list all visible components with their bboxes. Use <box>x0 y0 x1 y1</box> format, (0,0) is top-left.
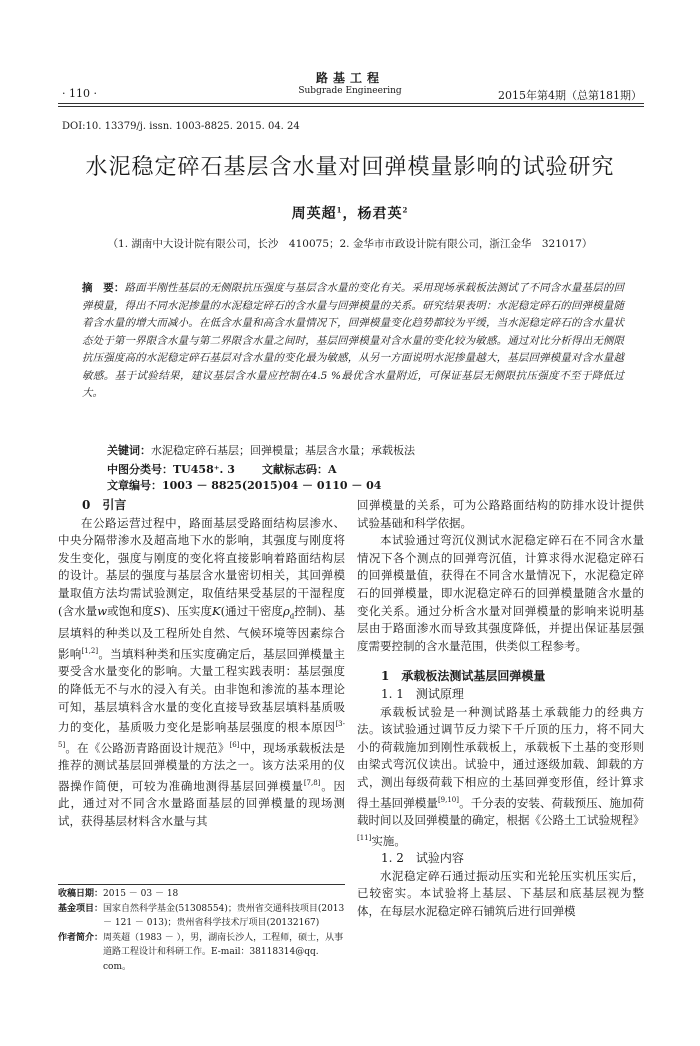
text-run: 或饱和度 <box>107 603 154 618</box>
subsection-heading-1-1: 1. 1 测试原理 <box>381 686 464 701</box>
keywords-text: 水泥稳定碎石基层；回弹模量；基层含水量；承载板法 <box>151 444 415 457</box>
text-run: 承载板试验是一种测试路基土承载能力的经典方法。该试验通过调节反力梁下千斤顶的压力，将不同大小的荷载施加到刚性承载板上，承载板下土基的变形则由梁式弯沉仪读出。试验中，通过逐级加载、卸载的方式，测出每级荷载下相应的土基回弹变形值，经计算求得土基回弹模量 <box>357 704 644 810</box>
abstract-text: 路面半刚性基层的无侧限抗压强度与基层含水量的变化有关。采用现场承载板法测试了不同含水量基层的回弹模量，得出不同水泥掺量的水泥稳定碎石的含水量与回弹模量的关系。研究结果表明：水泥稳定碎石的回弹模量随着含水量的增大而减小。在低含水量和高含水量情况下，回弹模量变化趋势都较为平缓，当水泥稳定碎石的含水量状态处于第一界限含水量与第二界限含水量之间时，基层回弹模量对含水量的变化较为敏感。通过对比分析得出无侧限抗压强度高的水泥稳定碎石基层对含水量的变化最为敏感，从另一方面说明水泥掺量越大，基层回弹模量对含水量越敏感。基于试验结果，建议基层含水量应控制在4.5 %最优含水量附近，可保证基层无侧限抗压强度不至于降低过大。 <box>82 282 625 399</box>
footnote-value: 国家自然科学基金(51308554)；贵州省交通科技项目(2013 － 121 － 013)；贵州省科学技术厅项目(20132167) <box>103 903 345 928</box>
footnote-received <box>58 887 348 902</box>
author-separator: ， <box>342 206 358 222</box>
left-column <box>58 497 345 830</box>
author-2-affil: 2 <box>402 205 409 215</box>
text-run: 中，现场承载板法是推荐的测试基层回弹模量的方法之一。该方法采用的仪器操作简便，可较为准确地测得基层回弹模量 <box>58 740 346 793</box>
right-column <box>357 497 644 920</box>
keywords <box>107 442 415 458</box>
symbol-w: w <box>97 603 108 618</box>
section-heading-intro: 0 引言 <box>82 498 127 512</box>
symbol-rho: ρ <box>282 603 290 618</box>
text-run: (通过干密度 <box>220 603 283 618</box>
principle-paragraph <box>357 704 644 850</box>
author-2: 杨君英 <box>357 206 403 222</box>
classification-line <box>107 461 627 493</box>
footnote-value: 2015 － 03 － 18 <box>103 889 179 899</box>
text-run: 。因此，通过对不同含水量路面基层的回弹模量的现场测试，获得基层材料含水量与其 <box>58 778 346 828</box>
text-run: 。千分表的安装、荷载预压、施加荷载时间以及回弹模量的确定，根据《公路土工试验规程》 <box>357 795 645 827</box>
abstract <box>82 280 624 403</box>
doi: DOI:10. 13379/j. issn. 1003-8825. 2015. 04. 24 <box>62 121 300 132</box>
citation: [1,2] <box>81 647 99 656</box>
citation: [6] <box>229 740 240 749</box>
footnote-value: 周英超（1983 － ），男，湖南长沙人，工程师，硕士，从事道路工程设计和科研工作。E-mail：38118314@qq. com。 <box>103 932 344 972</box>
text-run: )、压实度 <box>161 603 213 618</box>
text-run: 。在《公路沥青路面设计规范》 <box>65 740 230 755</box>
symbol-s: S <box>153 603 162 618</box>
section-heading-1: 1 承载板法测试基层回弹模量 <box>381 669 546 684</box>
text-run: 在公路运营过程中，路面基层受路面结构层渗水、中央分隔带渗水及超高地下水的影响，其强度与刚度将发生变化，强度与刚度的变化将直接影响着路面结构层的设计。基层的强度与基层含水量密切相关，其回弹模量取值方法均需试验测定，取值结果受基层的干湿程度(含水量 <box>58 515 345 618</box>
content-paragraph: 水泥稳定碎石通过振动压实和光轮压实机压实后，已较密实。本试验将上基层、下基层和底基层视为整体，在每层水泥稳定碎石铺筑后进行回弹模 <box>357 868 644 918</box>
author-1: 周英超 <box>291 206 337 222</box>
text-run: 实施。 <box>371 833 406 848</box>
footnote-label: 作者简介： <box>58 932 104 943</box>
citation: [9,10] <box>437 795 459 804</box>
subsection-heading-1-2: 1. 2 试验内容 <box>381 850 464 865</box>
text-run: 控制)、基层填料的种类以及工程所处自然、气候环境等因素综合影响 <box>58 603 345 661</box>
footnotes <box>58 887 348 974</box>
intro-paragraph-2: 本试验通过弯沉仪测试水泥稳定碎石在不同含水量情况下各个测点的回弹弯沉值，计算求得水泥稳定碎石的回弹模量值，获得在不同含水量情况下，水泥稳定碎石的回弹模量，即水泥稳定碎石的回弹模量随含水量的变化关系。通过分析含水量对回弹模量的影响来说明基层由于路面渗水而导致其强度降低，并提出保证基层强度需要控制的含水量范围，供类似工程参考。 <box>357 533 644 653</box>
abstract-label: 摘 要： <box>82 282 125 294</box>
page-number: · 110 · <box>62 87 97 100</box>
intro-paragraph <box>58 515 345 831</box>
text-run: 。当填料种类和压实度确定后，基层回弹模量主要受含水量变化的影响。大量工程实践表明：基层强度的降低无不与水的浸入有关。由非饱和渗流的基本理论可知，基层填料含水量的变化直接导致基层填料基质吸力的变化，基质吸力变化是影响基层强度的根本原因 <box>58 646 346 735</box>
paper-title: 水泥稳定碎石基层含水量对回弹模量影响的试验研究 <box>85 155 615 180</box>
author-1-affil: 1 <box>336 205 343 215</box>
document-code: 文献标志码：A <box>262 463 337 476</box>
header-rule <box>58 103 644 104</box>
footnote-label: 收稿日期： <box>58 889 104 899</box>
spacer <box>357 655 644 668</box>
symbol-rho-subscript: d <box>289 611 295 620</box>
intro-continuation: 回弹模量的关系，可为公路路面结构的防排水设计提供试验基础和科学依据。 <box>357 498 644 530</box>
footnote-fund <box>58 902 348 931</box>
symbol-k: K <box>212 603 221 618</box>
header-rule-secondary <box>58 106 644 107</box>
journal-name-cn: 路基工程 <box>315 71 384 85</box>
footnote-author <box>58 931 348 975</box>
citation: [7,8] <box>303 778 321 787</box>
issue-info: 2015年第4期（总第181期） <box>498 89 642 102</box>
affiliations: （1. 湖南中大设计院有限公司，长沙 410075；2. 金华市市政设计院有限公司，浙江金华 321017） <box>107 238 593 250</box>
author-list <box>0 203 700 223</box>
footnote-label: 基金项目： <box>58 903 104 914</box>
clc-number: 中图分类号：TU458⁺. 3 <box>107 463 235 476</box>
journal-name-en: Subgrade Engineering <box>298 86 402 96</box>
footnote-rule <box>58 884 345 885</box>
citation: [3-5] <box>58 720 345 749</box>
citation: [11] <box>357 833 372 842</box>
article-number: 文章编号：1003 － 8825(2015)04 － 0110 － 04 <box>107 479 382 492</box>
keywords-label: 关键词： <box>107 444 151 457</box>
